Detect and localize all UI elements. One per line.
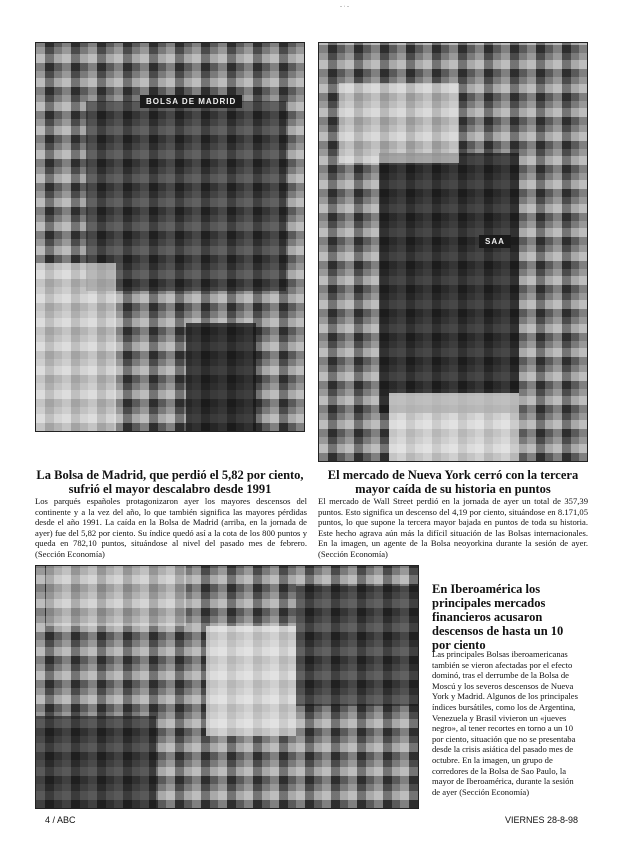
photo-bolsa-madrid <box>35 42 305 432</box>
issue-date: VIERNES 28-8-98 <box>505 815 579 825</box>
top-mark: - · - <box>340 4 349 10</box>
bottom-story-headline: En Iberoamérica los principales mercados financieros acusaron descensos de hasta un 10 por ciento <box>432 582 564 652</box>
bolsa-sign: BOLSA DE MADRID <box>140 95 242 108</box>
page-number: 4 / ABC <box>45 815 76 825</box>
right-story-body: El mercado de Wall Street perdió en la jornada de ayer un total de 357,39 puntos. Esto significa un descenso del 4,19 por ciento, situándose en 8.171,05 puntos, lo que supone la tercera mayor bajada en puntos de toda su historia. Este hecho agrava aún más la difícil situación de las Bolsas internacionales. En la imagen, un agente de la Bolsa neoyorkina durante la sesión de ayer. (Sección Economía) <box>318 496 588 559</box>
trader-badge: SAA <box>479 235 511 248</box>
left-story-body: Los parqués españoles protagonizaron ayer los mayores descensos del continente y a la vez del año, lo que también significa las mayores pérdidas desde el año 1991. La caída en la Bolsa de Madrid (arriba, en la jornada de ayer) fue del 5,82 por ciento. Su índice quedó así a la cota de los 800 puntos y queda en 782,10 puntos, situándose al nivel del pasado mes de febrero. (Sección Economía) <box>35 496 307 559</box>
photo-wall-street-trader <box>318 42 588 462</box>
bottom-story-body: Las principales Bolsas iberoamericanas también se vieron afectadas por el efecto dominó, tras el derrumbe de la Bolsa de Moscú y los severos descensos de Nueva York y Madrid. Algunos de los principales índices bursátiles, como los de Argentina, Venezuela y Brasil vivieron un «jueves negro», al tener recortes en torno a un 10 por ciento, situación que no se presentaba desde la crisis asiática del pasado mes de octubre. En la imagen, un grupo de corredores de la Bolsa de Sao Paulo, la mayor de Iberoamérica, durante la sesión de ayer (Sección Economía) <box>432 649 578 797</box>
left-story-headline: La Bolsa de Madrid, que perdió el 5,82 por ciento, sufrió el mayor descalabro desde 1991 <box>36 468 304 496</box>
photo-sao-paulo-brokers <box>35 565 419 809</box>
right-story-headline: El mercado de Nueva York cerró con la tercera mayor caída de su historia en puntos <box>327 468 579 496</box>
